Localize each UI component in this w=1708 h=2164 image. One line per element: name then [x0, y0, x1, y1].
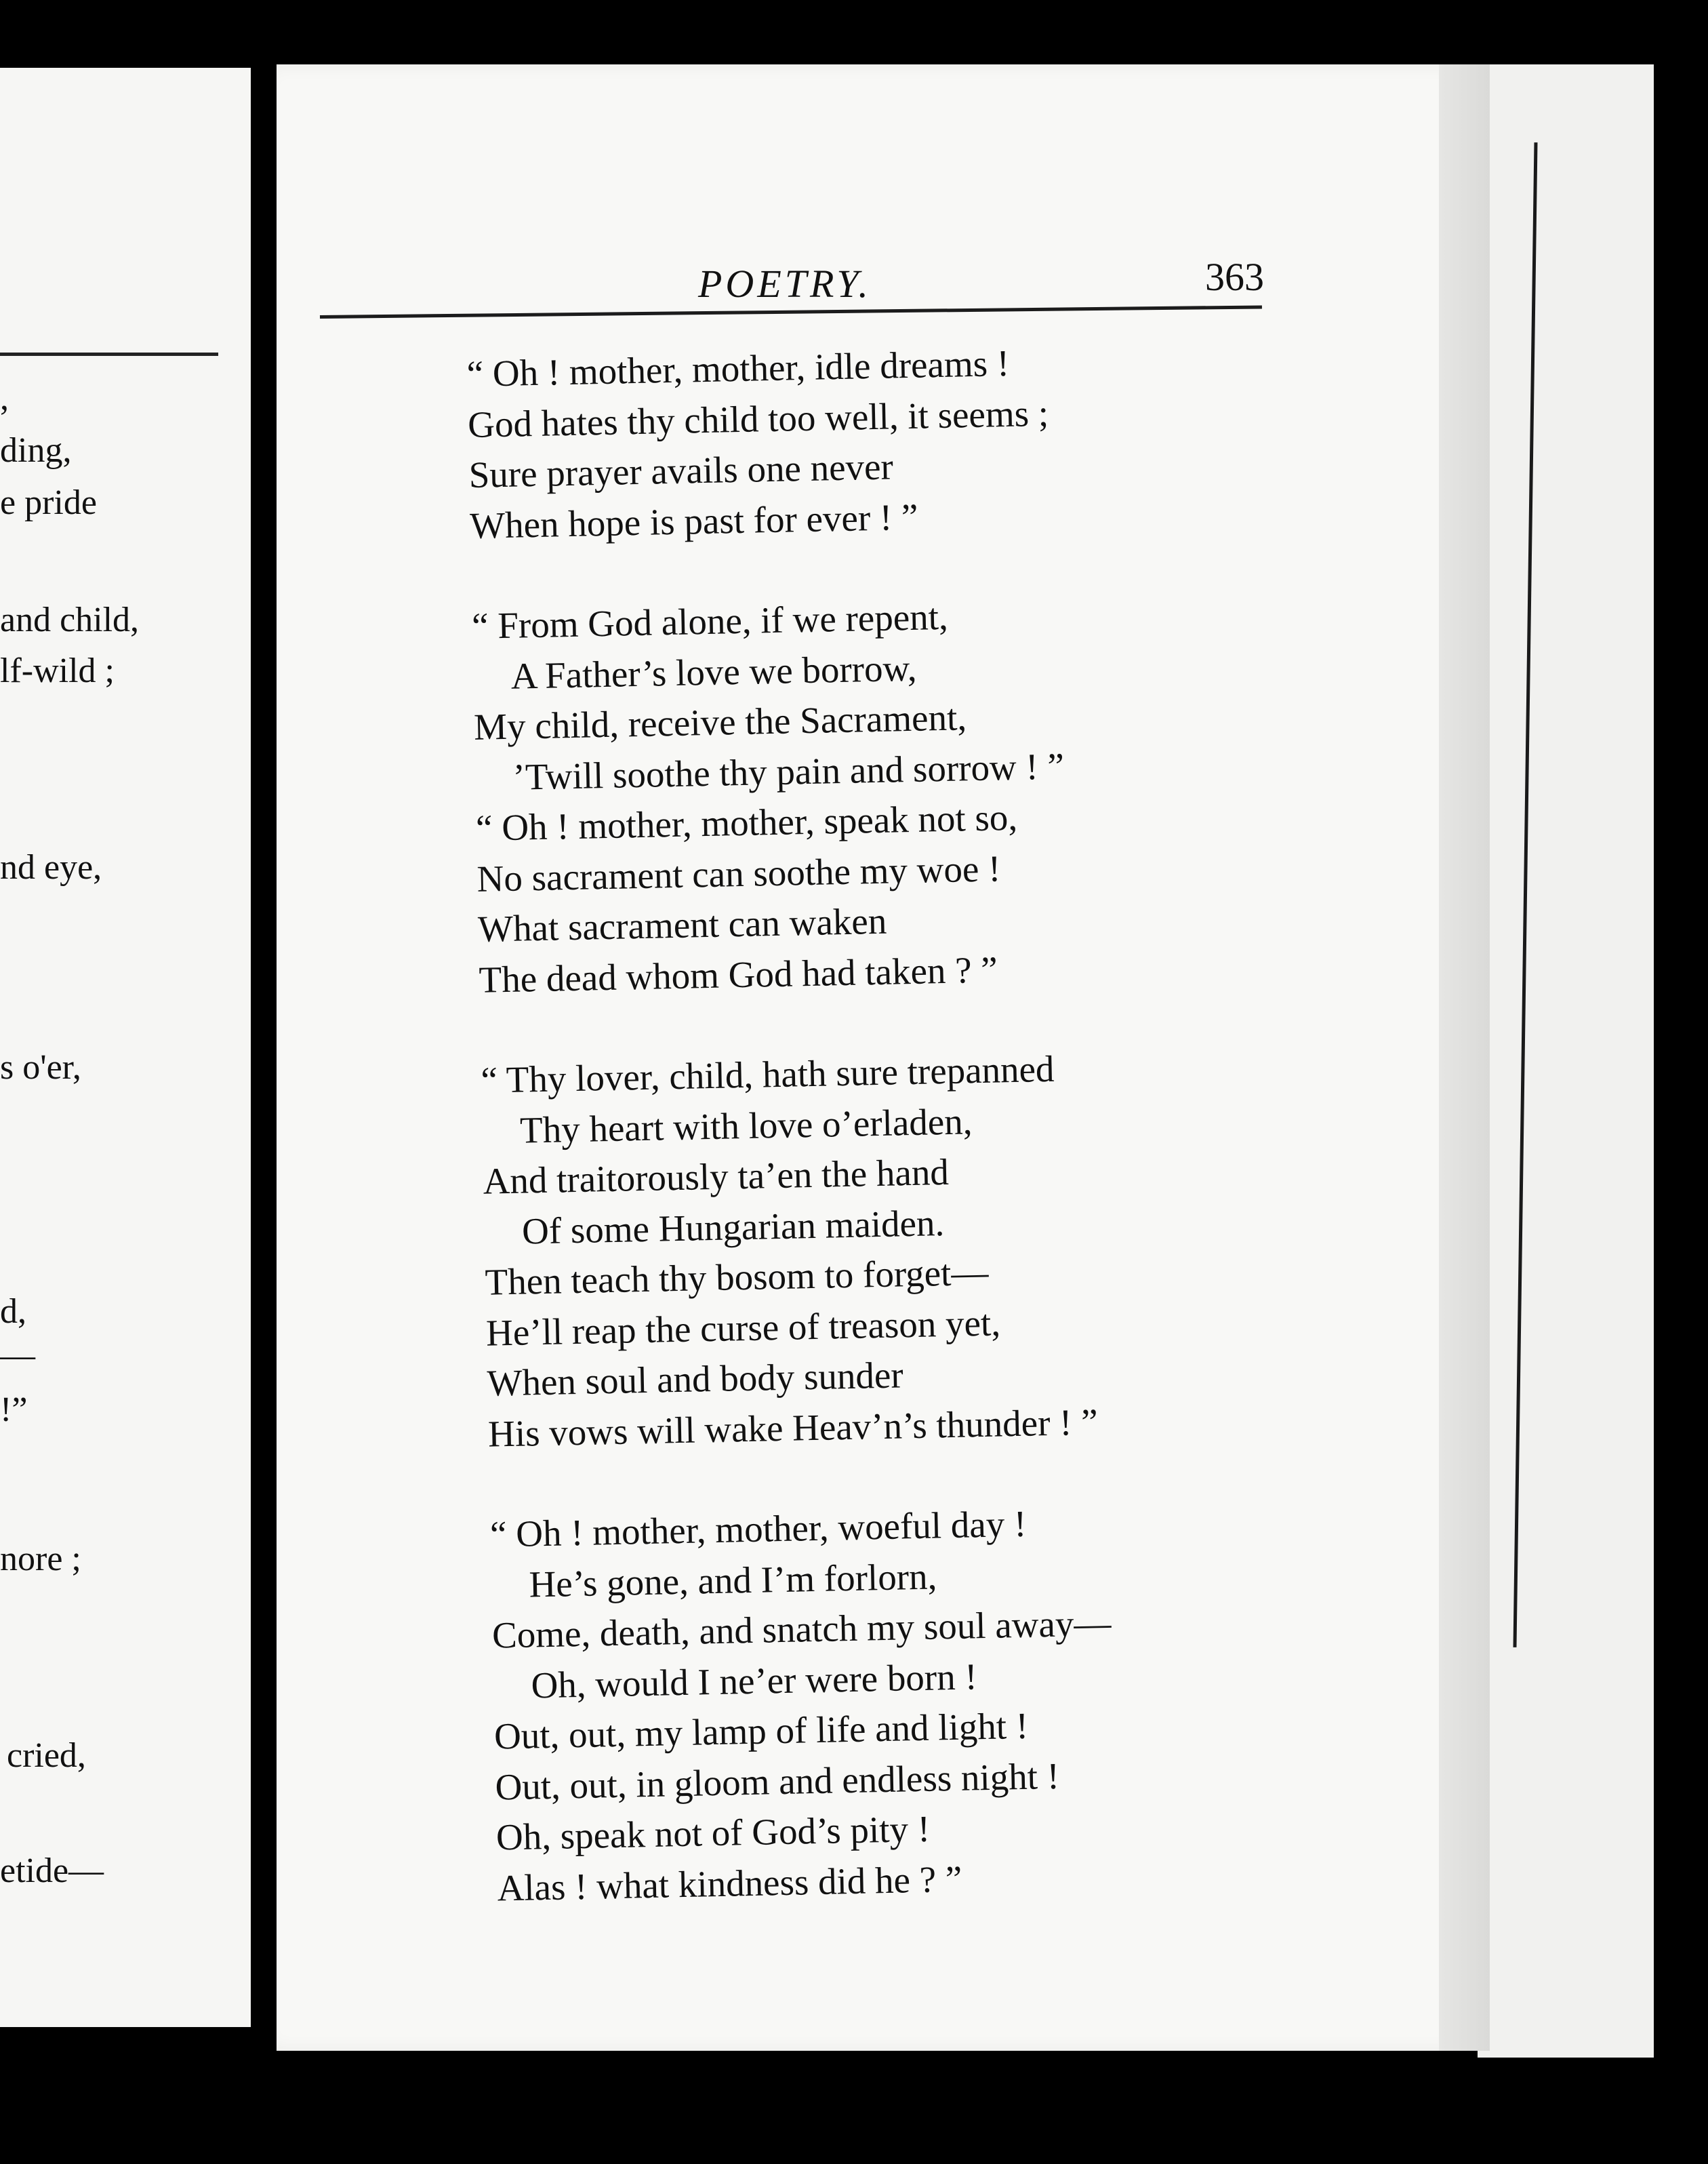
poem-line-indented: A Father’s love we borrow,	[510, 647, 917, 697]
facing-page-fragment: s o'er,	[0, 1048, 81, 1087]
poem-line: Out, out, my lamp of life and light !	[493, 1704, 1029, 1757]
poem-line: What sacrament can waken	[477, 900, 887, 950]
facing-page-fragment: nd eye,	[0, 848, 102, 887]
page-number: 363	[1205, 255, 1264, 299]
facing-page-header-rule	[0, 353, 218, 356]
facing-page-fragment: ,	[0, 379, 9, 418]
poem-line-indented: He’s gone, and I’m forlorn,	[528, 1555, 937, 1605]
facing-page-fragment: etide—	[0, 1851, 104, 1890]
stanza-1	[466, 333, 1284, 551]
facing-page-fragment: and child,	[0, 601, 140, 639]
poem-line: Come, death, and snatch my soul away—	[491, 1602, 1112, 1656]
poem-line: “ Oh ! mother, mother, idle dreams !	[466, 342, 1010, 395]
poem-line: He’ll reap the curse of treason yet,	[485, 1301, 1001, 1354]
poem-line: Out, out, in gloom and endless night !	[494, 1755, 1060, 1808]
page-edges	[1478, 64, 1654, 2058]
poem-line: Oh, speak not of God’s pity !	[495, 1807, 931, 1858]
facing-page-fragment: !”	[0, 1390, 28, 1429]
poem-line: His vows will wake Heav’n’s thunder ! ”	[487, 1401, 1099, 1455]
poem-line: “ Oh ! mother, mother, woeful day !	[489, 1502, 1027, 1555]
poem-line: My child, receive the Sacrament,	[473, 696, 967, 748]
poem-line: No sacrament can soothe my woe !	[476, 847, 1001, 900]
main-page	[277, 64, 1490, 2051]
facing-page-fragment: nore ;	[0, 1540, 81, 1578]
poem-line-indented: Thy heart with love o’erladen,	[519, 1100, 973, 1151]
stanza-4	[489, 1494, 1311, 1914]
poem-line: God hates thy child too well, it seems ;	[467, 392, 1049, 445]
facing-page-fragment: e pride	[0, 483, 97, 522]
poem-line: The dead whom God had taken ? ”	[479, 948, 998, 1001]
poem-line: Sure prayer avails one never	[468, 445, 894, 496]
stanza-3	[481, 1039, 1302, 1460]
stanza-2	[471, 585, 1293, 1005]
facing-page-fragment: lf-wild ;	[0, 652, 115, 690]
poem-line: “ From God alone, if we repent,	[471, 595, 949, 647]
facing-page	[0, 68, 251, 2027]
poem-line-indented: ’Twill soothe thy pain and sorrow ! ”	[512, 744, 1065, 798]
poem-line: Then teach thy bosom to forget—	[485, 1251, 989, 1303]
facing-page-fragment: cried,	[7, 1736, 86, 1775]
running-title: POETRY.	[698, 262, 872, 306]
facing-page-fragment: d,	[0, 1292, 26, 1331]
facing-page-fragment: —	[0, 1336, 35, 1375]
poem-body	[466, 333, 1312, 1964]
poem-line: “ Oh ! mother, mother, speak not so,	[475, 796, 1018, 849]
poem-line: And traitorously ta’en the hand	[483, 1150, 950, 1202]
poem-line-indented: Of some Hungarian maiden.	[521, 1201, 945, 1252]
poem-line: Alas ! what kindness did he ? ”	[496, 1858, 962, 1909]
facing-page-fragment: ding,	[0, 431, 72, 470]
poem-line: “ Thy lover, child, hath sure trepanned	[481, 1047, 1055, 1101]
header-rule	[320, 305, 1262, 319]
poem-line-indented: Oh, would I ne’er were born !	[530, 1655, 978, 1706]
page-shade	[1439, 64, 1490, 2051]
poem-line: When soul and body sunder	[487, 1354, 904, 1404]
poem-line: When hope is past for ever ! ”	[469, 496, 918, 546]
